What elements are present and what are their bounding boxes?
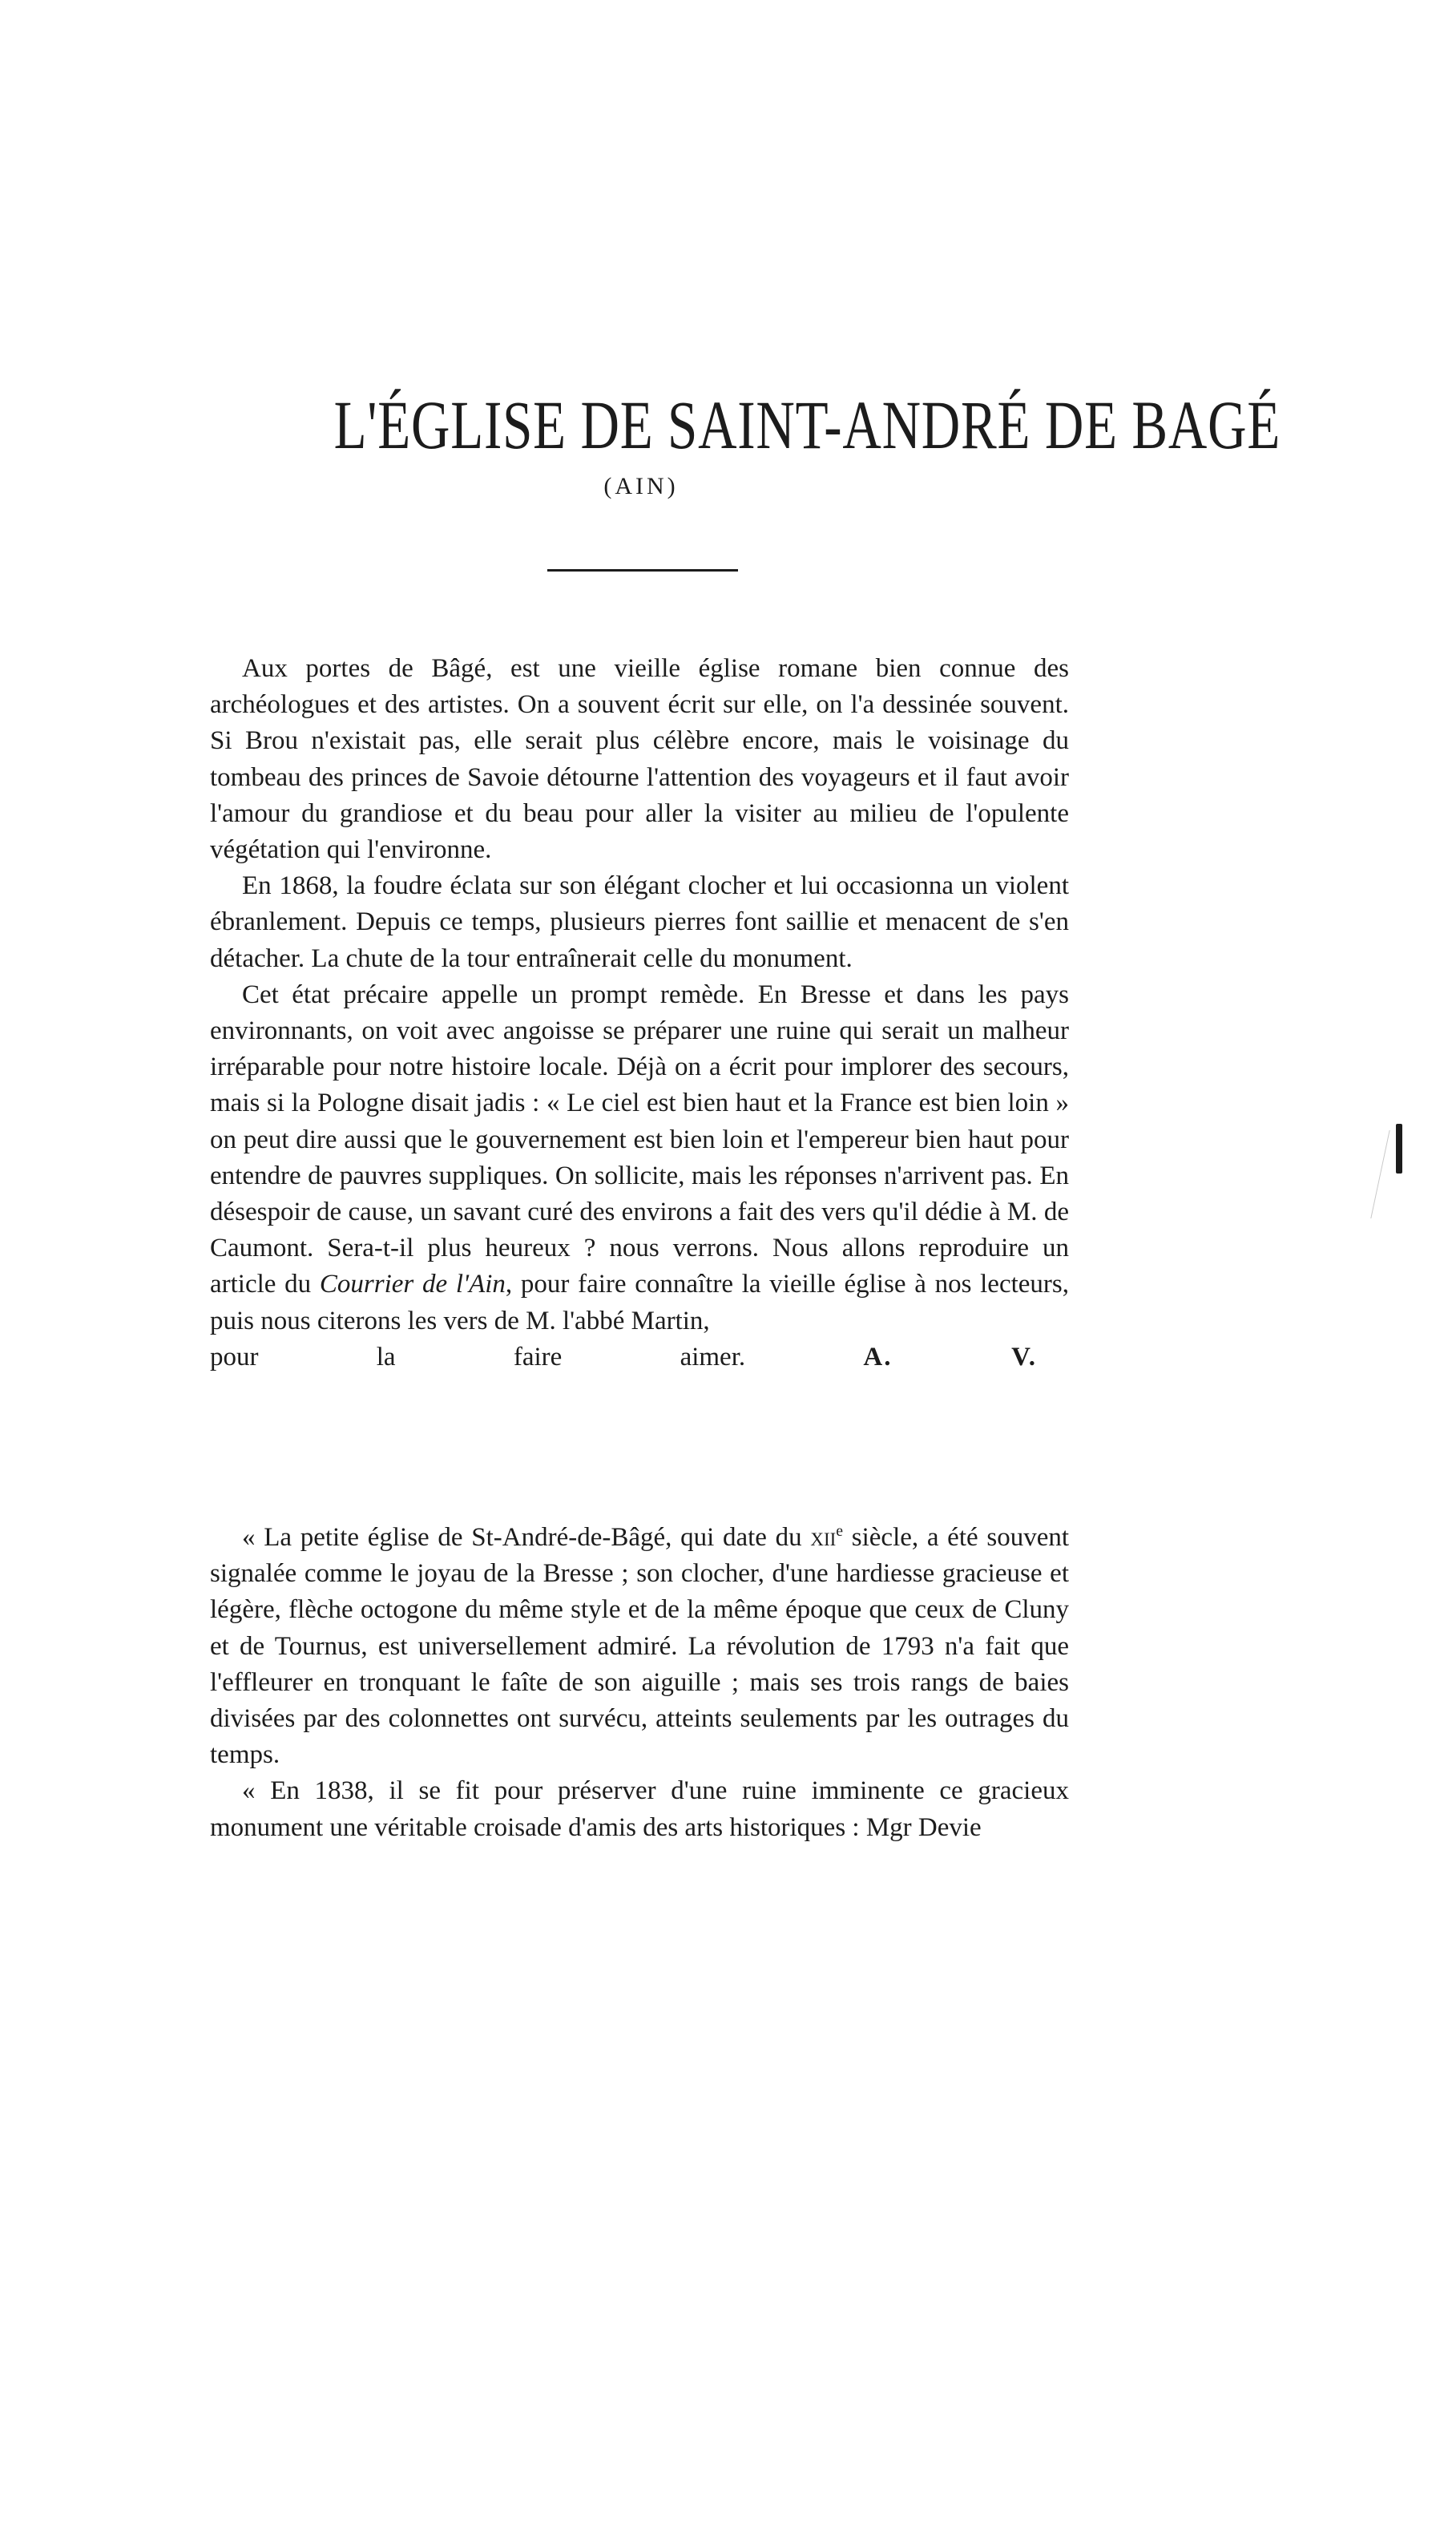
- quoted-article: [210, 1513, 1069, 1846]
- author-signature: A. V.: [863, 1342, 1037, 1372]
- quote-paragraph-1: [210, 1513, 1069, 1773]
- newspaper-title: Courrier de l'Ain: [319, 1270, 506, 1299]
- intro-paragraph-3-closing: pour la faire aimer.: [210, 1342, 746, 1372]
- intro-paragraph-3: [210, 977, 1069, 1339]
- quote-paragraph-2: « En 1838, il se fit pour préserver d'une ruine imminente ce gracieux monument une véritable croisade d'amis des arts historiques : Mgr Devie: [210, 1776, 1069, 1842]
- signature-line: [210, 1339, 1069, 1376]
- title-divider: [547, 569, 738, 572]
- century-suffix: e: [836, 1522, 844, 1540]
- intro-paragraph-3-text: Cet état précaire appelle un prompt remède. En Bresse et dans les pays environnants, on voit avec angoisse se préparer une ruine qui serait un malheur irréparable pour notre histoire locale. Déjà on a écrit pour implorer des secours, mais si la Pologne disait jadis : « Le ciel est bien haut et la France est bien loin » on peut dire aussi que le gouvernement est bien loin et l'empereur bien haut pour entendre de pauvres suppliques. On sollicite, mais les réponses n'arrivent pas. En désespoir de cause, un savant curé des environs a fait des vers qu'il dédie à M. de Caumont. Sera-t-il plus heureux ? nous verrons. Nous allons reproduire un article du: [210, 980, 1069, 1299]
- intro-section: [210, 651, 1069, 1376]
- intro-paragraph-2: En 1868, la foudre éclata sur son élégant clocher et lui occasionna un violent ébranlement. Depuis ce temps, plusieurs pierres font saillie et menacent de s'en détacher. La chute de la tour entraînerait celle du monument.: [210, 871, 1069, 973]
- intro-paragraph-1: Aux portes de Bâgé, est une vieille église romane bien connue des archéologues et des artistes. On a souvent écrit sur elle, on l'a dessinée souvent. Si Brou n'existait pas, elle serait plus célèbre encore, mais le voisinage du tombeau des princes de Savoie détourne l'attention des voyageurs et il faut avoir l'amour du grandiose et du beau pour aller la visiter au milieu de l'opulente végétation qui l'environne.: [210, 654, 1069, 865]
- quote-paragraph-1-end: siècle, a été souvent signalée comme le joyau de la Bresse ; son clocher, d'une hardiesse gracieuse et légère, flèche octogone du même style et de la même époque que ceux de Cluny et de Tournus, est universellement admiré. La révolution de 1793 n'a fait que l'effleurer en tronquant le faîte de son aiguille ; mais ses trois rangs de baies divisées par des colonnettes ont survécu, atteints seulements par les outrages du temps.: [210, 1523, 1070, 1770]
- century-numeral: xii: [810, 1523, 837, 1552]
- page-subtitle: (AIN): [603, 473, 679, 499]
- quote-paragraph-1-start: « La petite église de St-André-de-Bâgé, qui date du: [242, 1523, 811, 1552]
- margin-mark: [1396, 1124, 1402, 1174]
- page-title: L'ÉGLISE DE SAINT-ANDRÉ DE BAGÉ: [333, 386, 1281, 463]
- intro-paragraph-3-text-cont: , pour faire connaître la vieille église à nos lecteurs, puis nous citerons les vers de M. l'abbé Martin,: [210, 1270, 1069, 1335]
- margin-scan-artifact: [1370, 1130, 1414, 1218]
